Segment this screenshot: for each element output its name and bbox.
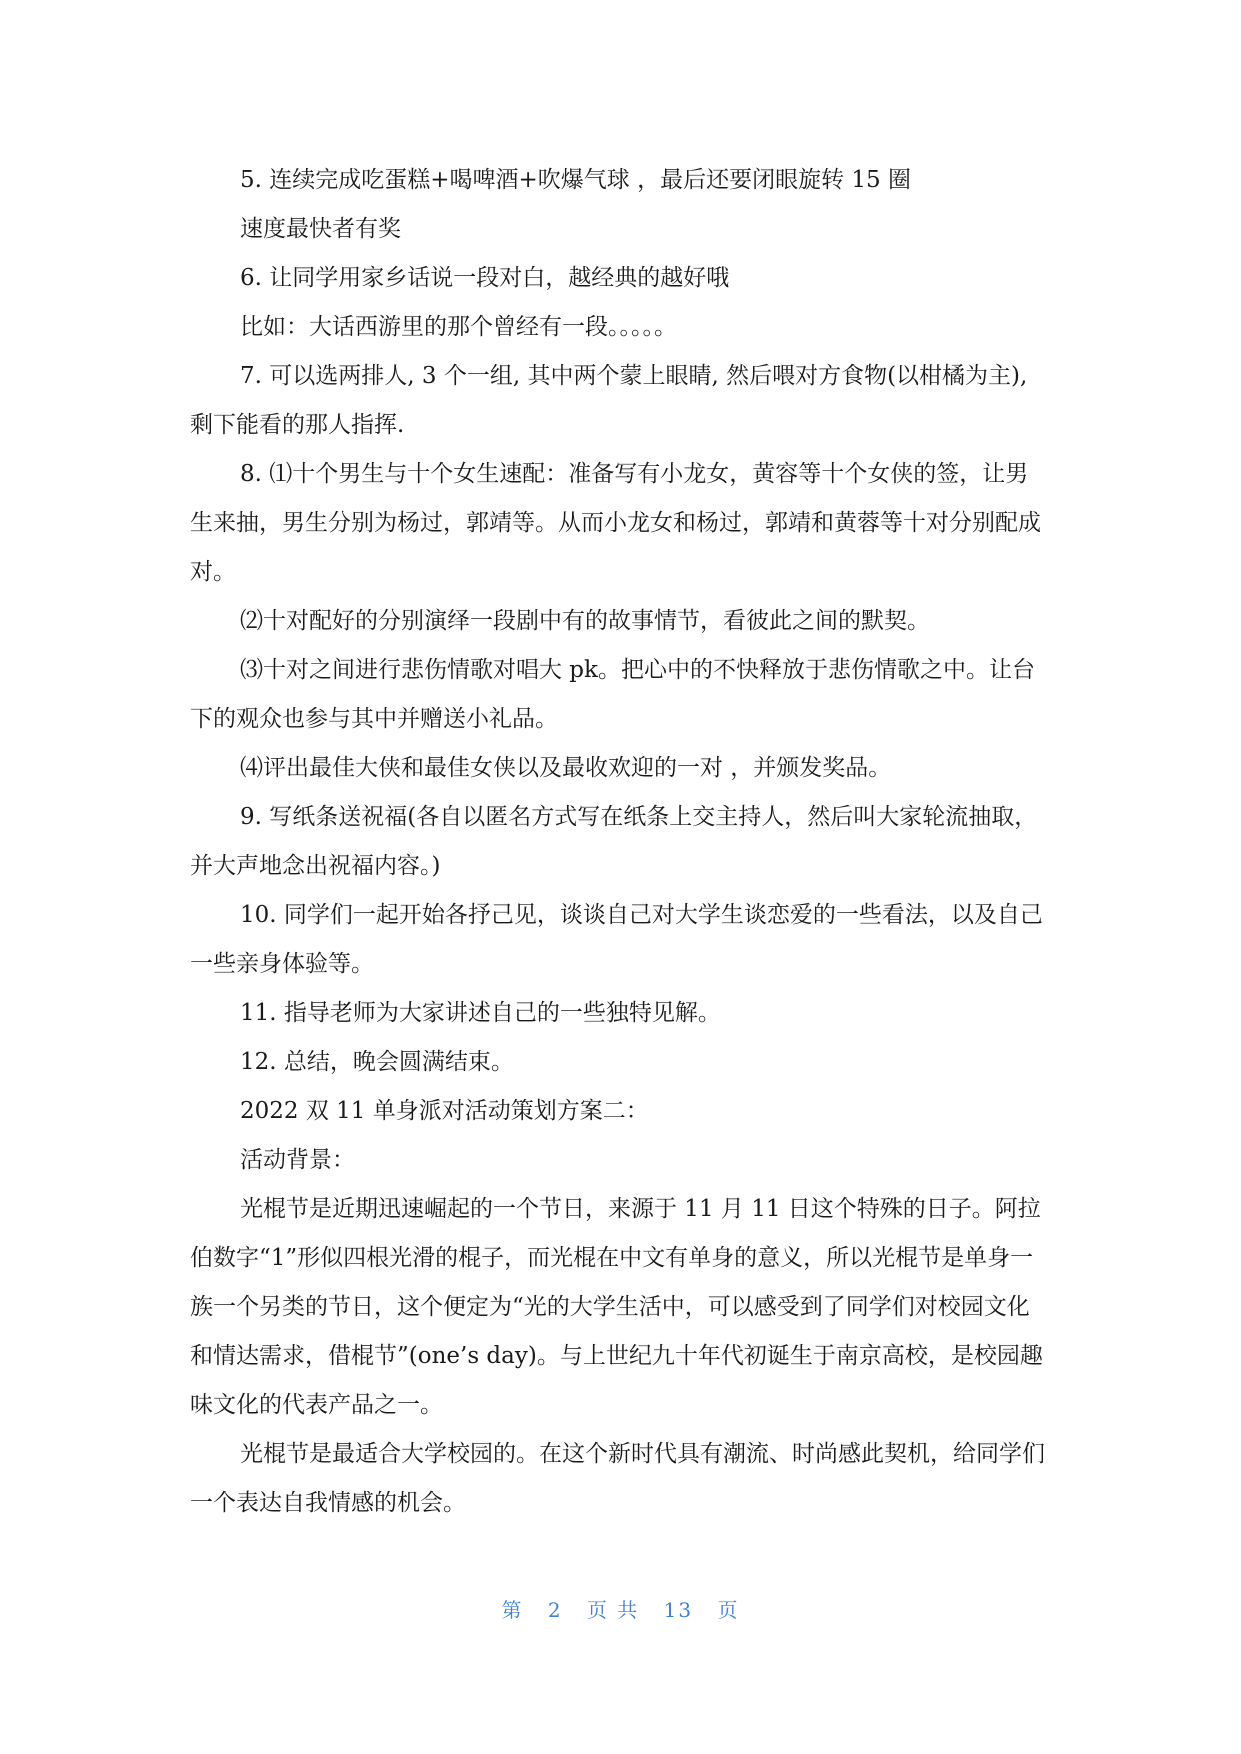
paragraph: 5. 连续完成吃蛋糕+喝啤酒+吹爆气球 ，最后还要闭眼旋转 15 圈 <box>240 167 911 193</box>
paragraph: 速度最快者有奖 <box>240 216 401 242</box>
page-footer <box>0 1594 1241 1623</box>
section-heading: 2022 双 11 单身派对活动策划方案二： <box>240 1098 649 1124</box>
paragraph: 7. 可以选两排人, 3 个一组, 其中两个蒙上眼睛, 然后喂对方食物(以柑橘为主), 剩下能看的那人指挥. <box>190 363 1028 438</box>
paragraph: 比如：大话西游里的那个曾经有一段。。。。。 <box>240 314 677 340</box>
document-body <box>190 156 1050 1528</box>
paragraph: ⑶十对之间进行悲伤情歌对唱大 pk。把心中的不快释放于悲伤情歌之中。让台下的观众也参与其中并赠送小礼品。 <box>190 657 1035 732</box>
paragraph: ⑵十对配好的分别演绎一段剧中有的故事情节，看彼此之间的默契。 <box>240 608 930 634</box>
current-page-number: 2 <box>547 1598 563 1622</box>
paragraph: 10. 同学们一起开始各抒己见，谈谈自己对大学生谈恋爱的一些看法，以及自己一些亲身体验等。 <box>190 902 1043 977</box>
footer-suffix: 页 <box>717 1598 740 1622</box>
footer-prefix: 第 <box>501 1598 524 1622</box>
paragraph: 8. ⑴十个男生与十个女生速配：准备写有小龙女，黄容等十个女侠的签，让男生来抽，男生分别为杨过，郭靖等。从而小龙女和杨过，郭靖和黄蓉等十对分别配成对。 <box>190 461 1041 585</box>
paragraph: 光棍节是近期迅速崛起的一个节日，来源于 11 月 11 日这个特殊的日子。阿拉伯数字“1”形似四根光滑的棍子，而光棍在中文有单身的意义，所以光棍节是单身一族一个另类的节日，这个便定为“光的大学生活中，可以感受到了同学们对校园文化和情达需求，借棍节”(one’s day)。与上世纪九十年代初诞生于南京高校，是校园趣味文化的代表产品之一。 <box>190 1196 1043 1418</box>
paragraph: 6. 让同学用家乡话说一段对白，越经典的越好哦 <box>240 265 730 291</box>
paragraph: 光棍节是最适合大学校园的。在这个新时代具有潮流、时尚感此契机，给同学们一个表达自我情感的机会。 <box>190 1441 1045 1516</box>
footer-middle: 页 共 <box>586 1598 640 1622</box>
paragraph: 12. 总结，晚会圆满结束。 <box>240 1049 514 1075</box>
paragraph: ⑷评出最佳大侠和最佳女侠以及最收欢迎的一对 ，并颁发奖品。 <box>240 755 892 781</box>
subsection-heading: 活动背景： <box>240 1147 355 1173</box>
paragraph: 9. 写纸条送祝福(各自以匿名方式写在纸条上交主持人，然后叫大家轮流抽取，并大声地念出祝福内容。) <box>190 804 1038 879</box>
total-pages-number: 13 <box>663 1598 694 1622</box>
paragraph: 11. 指导老师为大家讲述自己的一些独特见解。 <box>240 1000 721 1026</box>
